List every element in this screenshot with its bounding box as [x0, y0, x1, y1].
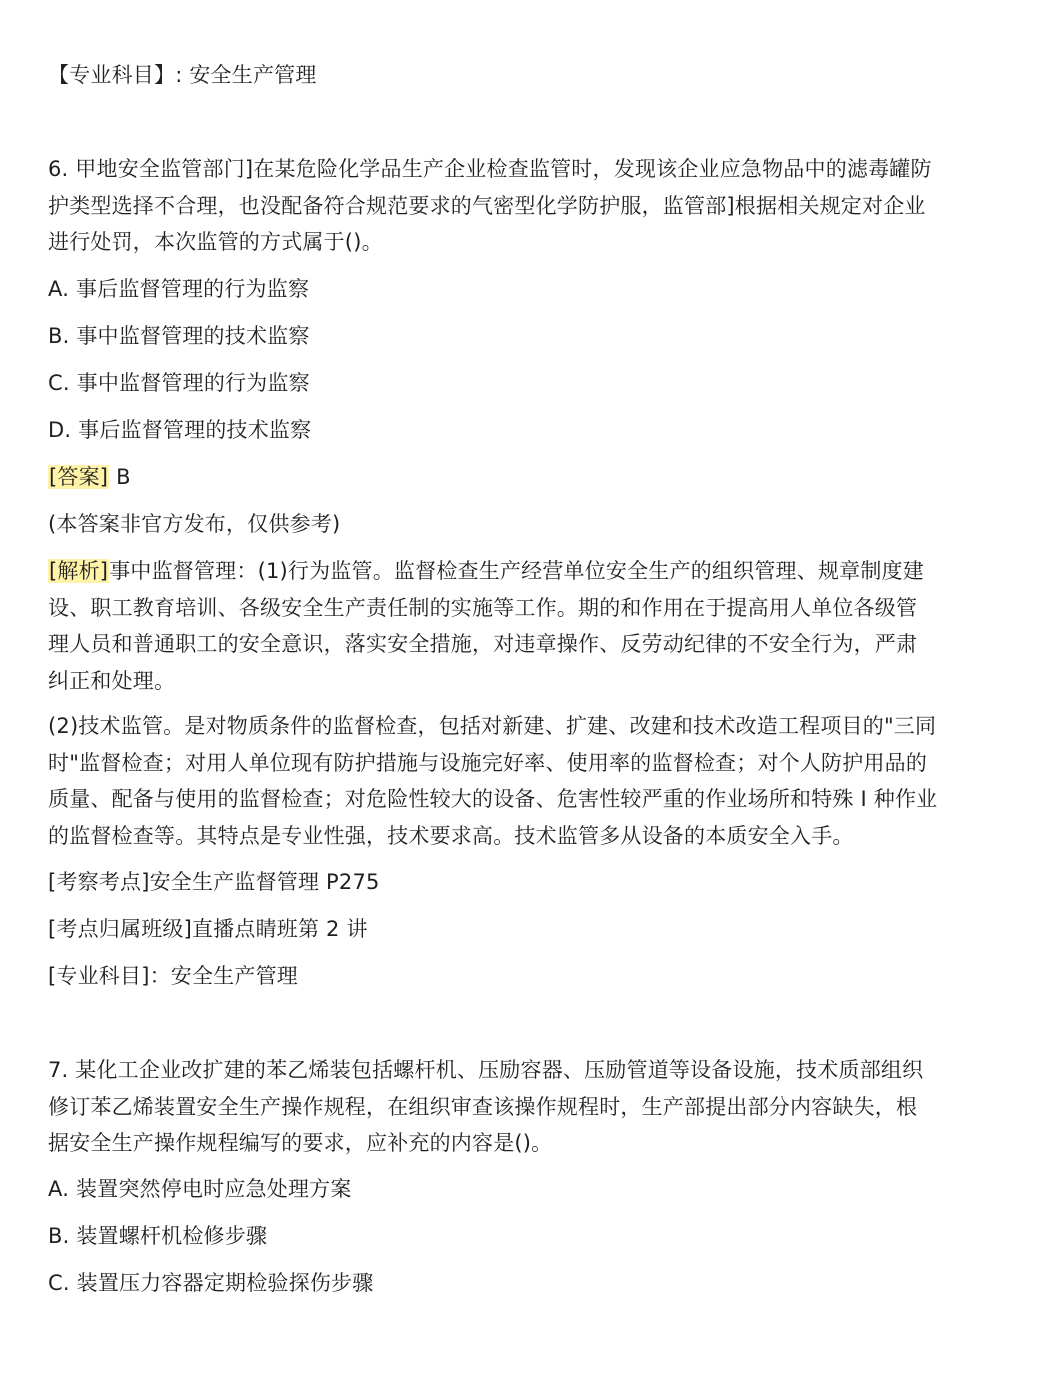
- q6-stem-line: 进行处罚，本次监管的方式属于()。: [48, 230, 383, 254]
- q6-option-a: A. 事后监督管理的行为监察: [48, 277, 310, 301]
- q6-analysis-line: 纠正和处理。: [48, 668, 176, 693]
- q7-stem-line: 修订苯乙烯装置安全生产操作规程，在组织审查该操作规程时，生产部提出部分内容缺失，根: [48, 1094, 918, 1119]
- q6-analysis: [48, 553, 978, 699]
- q6-stem: [48, 151, 978, 261]
- q7-option-b: B. 装置螺杆机检修步骤: [48, 1224, 268, 1248]
- q6-option-d: D. 事后监督管理的技术监察: [48, 418, 312, 442]
- q6-analysis-line: [解析]事中监督管理：(1)行为监管。监督检查生产经营单位安全生产的组织管理、规章制度建: [49, 559, 924, 583]
- q6-answer-line: [48, 459, 978, 495]
- q7-option-c: C. 装置压力容器定期检验探伤步骤: [48, 1271, 374, 1295]
- analysis-tag: [解析]: [49, 559, 109, 583]
- q6-subject: [专业科目]：安全生产管理: [48, 964, 298, 988]
- q7-stem: [48, 1052, 978, 1162]
- q6-analysis2-line: (2)技术监管。是对物质条件的监督检查，包括对新建、扩建、改建和技术改造工程项目的"三同: [48, 714, 937, 738]
- top-subject-line: 【专业科目】: 安全生产管理: [48, 63, 317, 87]
- q7-stem-line: 据安全生产操作规程编写的要求，应补充的内容是()。: [48, 1131, 553, 1155]
- q6-analysis2-line: 时"监督检查；对用人单位现有防护措施与设施完好率、使用率的监督检查；对个人防护用品的: [48, 750, 928, 775]
- q6-option-b: B. 事中监督管理的技术监察: [48, 324, 310, 348]
- q6-analysis-line: 理人员和普通职工的安全意识，落实安全措施，对违章操作、反劳动纪律的不安全行为，严肃: [48, 632, 918, 656]
- q6-analysis-part2: [48, 708, 978, 854]
- q6-option-c: C. 事中监督管理的行为监察: [48, 371, 310, 395]
- q7-stem-line: 7. 某化工企业改扩建的苯乙烯装包括螺杆机、压励容器、压励管道等设备设施，技术质部组织: [48, 1058, 924, 1082]
- q6-stem-line: 6. 甲地安全监管部门]在某危险化学品生产企业检查监管时，发现该企业应急物品中的滤毒罐防: [48, 157, 932, 181]
- answer-tag: [答案]: [49, 465, 109, 489]
- q6-analysis2-line: 的监督检查等。其特点是专业性强，技术要求高。技术监管多从设备的本质安全入手。: [48, 823, 854, 848]
- q6-stem-line: 护类型选择不合理，也没配备符合规范要求的气密型化学防护服，监管部]根据相关规定对企业: [48, 193, 926, 218]
- q6-analysis2-line: 质量、配备与使用的监督检查；对危险性较大的设备、危害性较严重的作业场所和特殊 I 种作业: [48, 787, 938, 811]
- q7-option-a: A. 装置突然停电时应急处理方案: [48, 1177, 352, 1201]
- q6-answer-note: (本答案非官方发布，仅供参考): [48, 512, 341, 536]
- q6-exam-point: [考察考点]安全生产监督管理 P275: [48, 870, 380, 894]
- q6-class-info: [考点归属班级]直播点睛班第 2 讲: [48, 917, 368, 941]
- q6-analysis-line: 设、职工教育培训、各级安全生产责任制的实施等工作。期的和作用在于提高用人单位各级管: [48, 595, 918, 620]
- answer-value: B: [109, 465, 131, 489]
